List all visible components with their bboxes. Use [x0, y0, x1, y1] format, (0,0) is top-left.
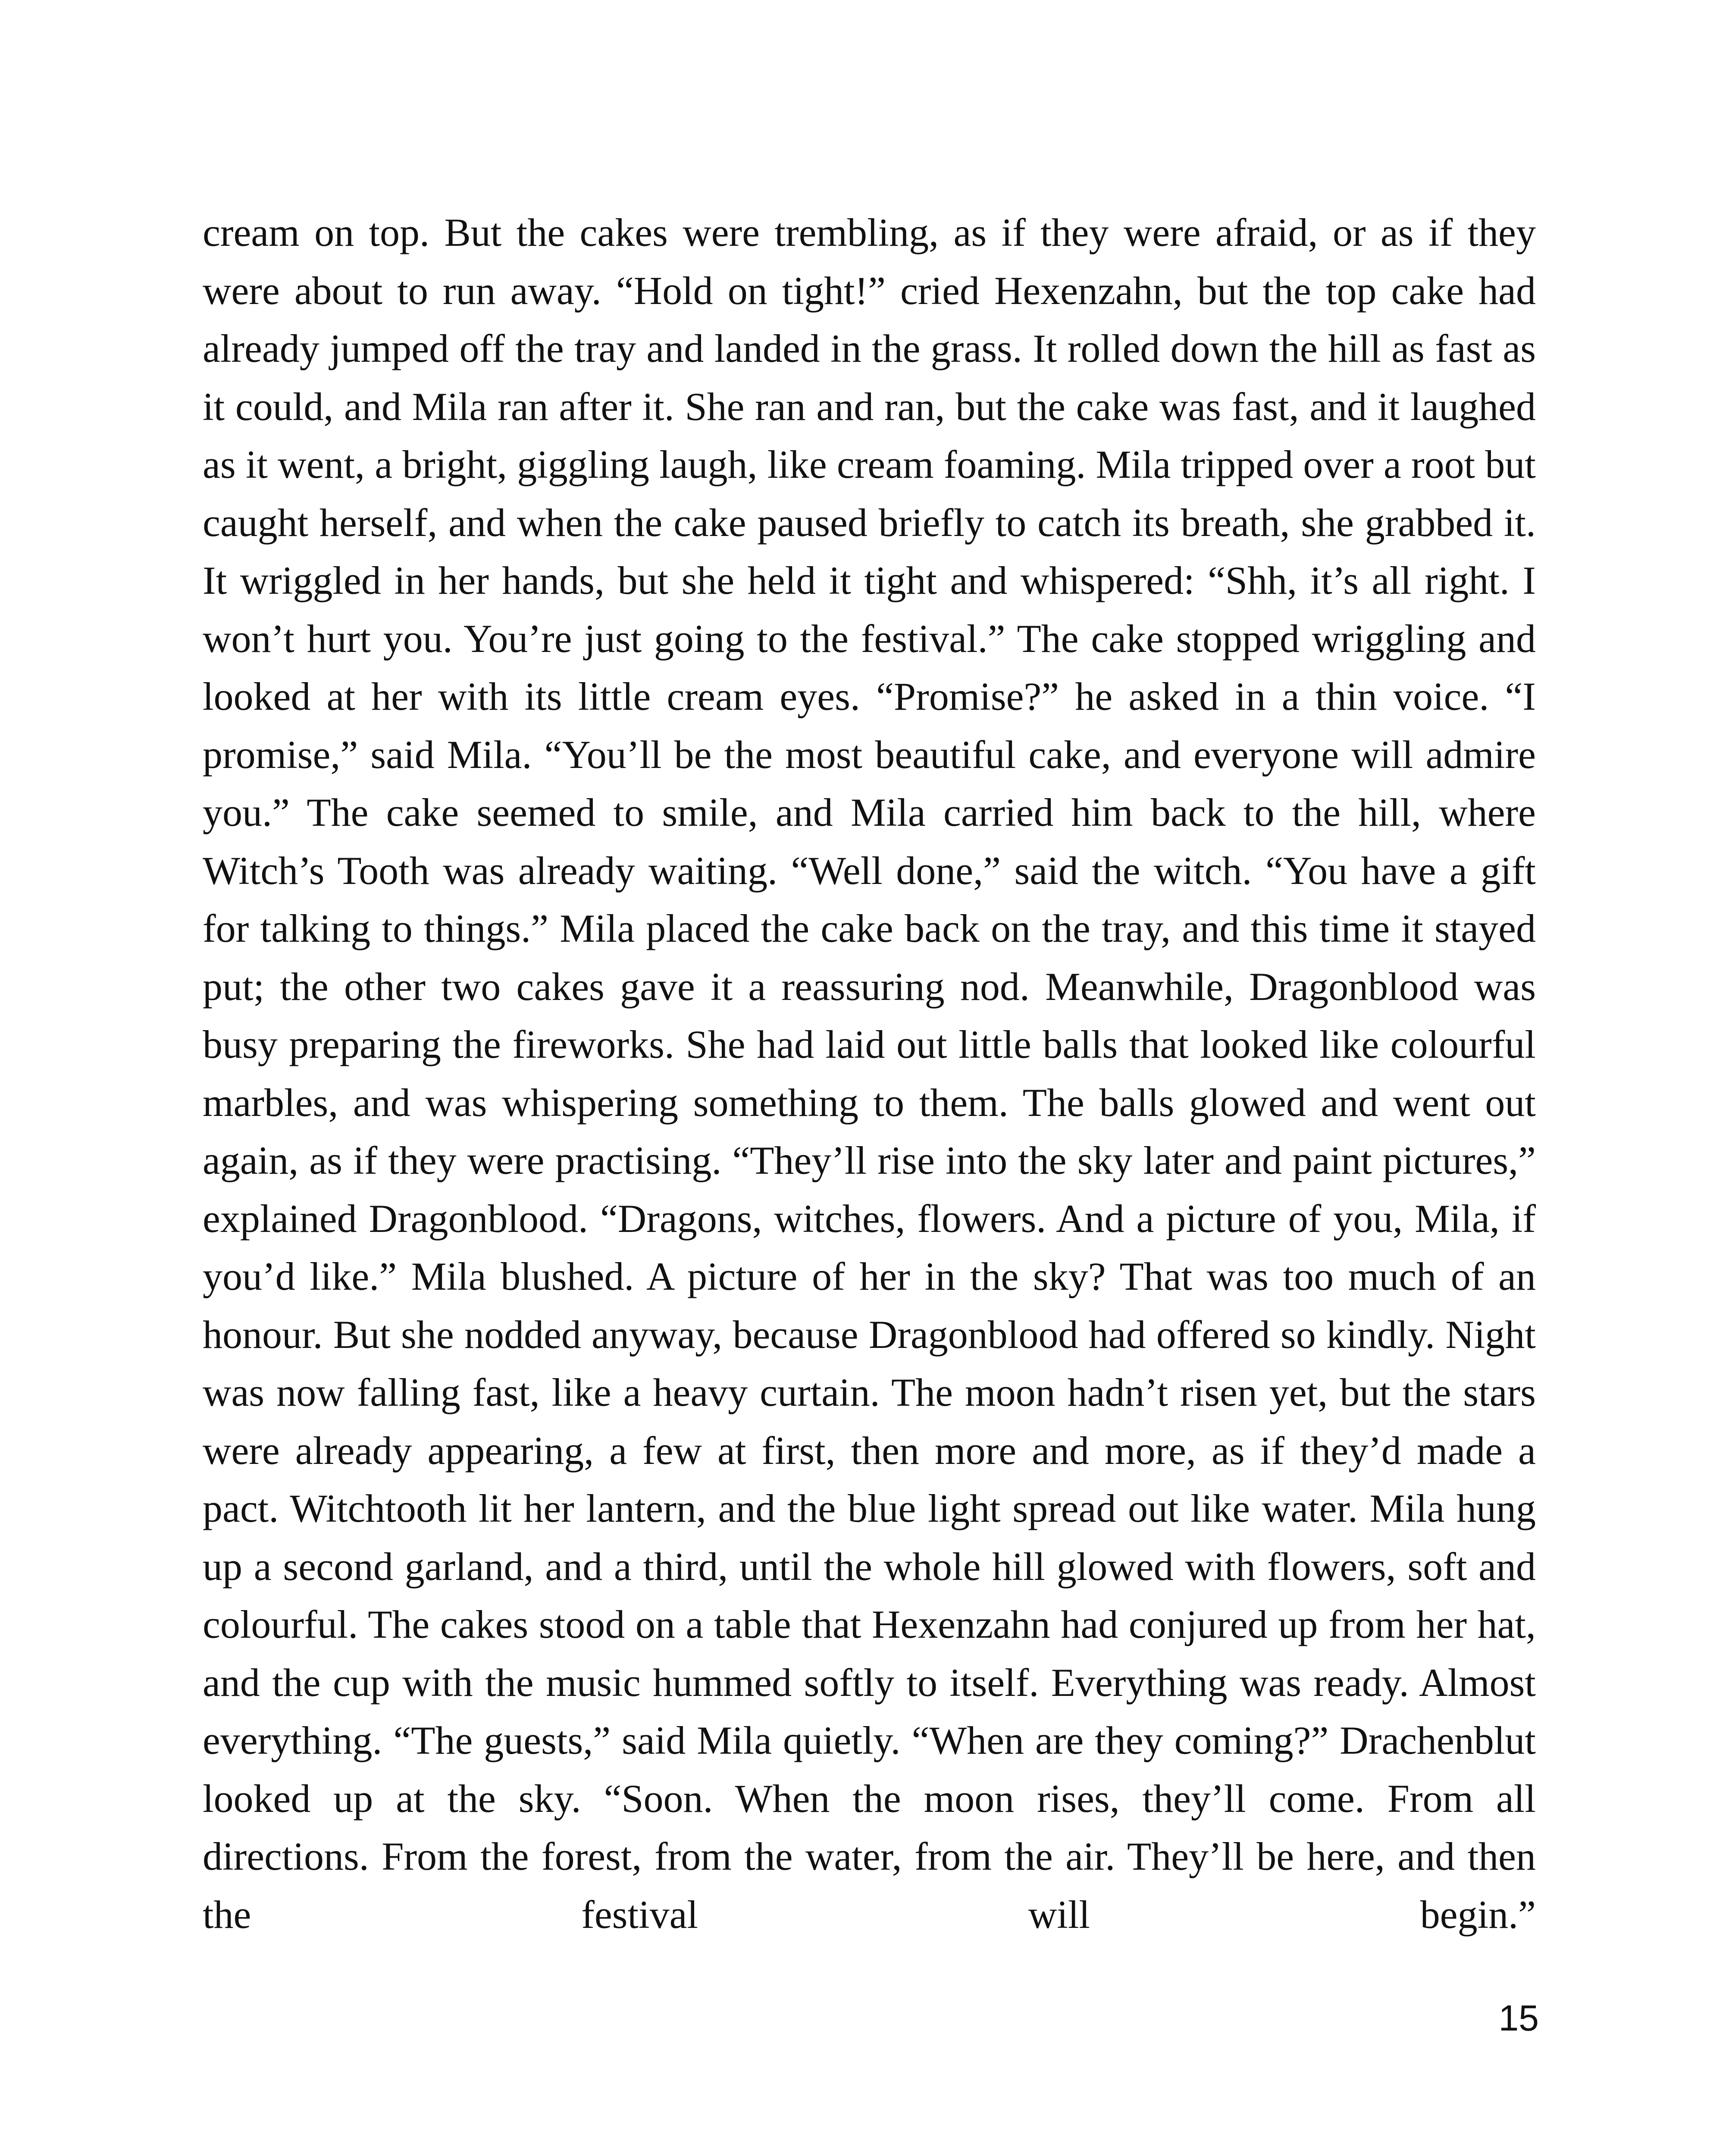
- body-paragraph: cream on top. But the cakes were trembling, as if they were afraid, or as if they were about to run away. “Hold on tight!” cried Hexenzahn, but the top cake had already jumped off the tray and landed in the grass. It rolled down the hill as fast as it could, and Mila ran after it. She ran and ran, but the cake was fast, and it laughed as it went, a bright, giggling laugh, like cream foaming. Mila tripped over a root but caught herself, and when the cake paused briefly to catch its breath, she grabbed it. It wriggled in her hands, but she held it tight and whispered: “Shh, it’s all right. I won’t hurt you. You’re just going to the festival.” The cake stopped wriggling and looked at her with its little cream eyes. “Promise?” he asked in a thin voice. “I promise,” said Mila. “You’ll be the most beautiful cake, and everyone will admire you.” The cake seemed to smile, and Mila carried him back to the hill, where Witch’s Tooth was already waiting. “Well done,” said the witch. “You have a gift for talking to things.” Mila placed the cake back on the tray, and this time it stayed put; the other two cakes gave it a reassuring nod. Meanwhile, Dragonblood was busy preparing the fireworks. She had laid out little balls that looked like colourful marbles, and was whispering something to them. The balls glowed and went out again, as if they were practising. “They’ll rise into the sky later and paint pictures,” explained Dragonblood. “Dragons, witches, flowers. And a picture of you, Mila, if you’d like.” Mila blushed. A picture of her in the sky? That was too much of an honour. But she nodded anyway, because Dragonblood had offered so kindly. Night was now falling fast, like a heavy curtain. The moon hadn’t risen yet, but the stars were already appearing, a few at first, then more and more, as if they’d made a pact. Witchtooth lit her lantern, and the blue light spread out like water. Mila hung up a second garland, and a third, until the whole hill glowed with flowers, soft and colourful. The cakes stood on a table that Hexenzahn had conjured up from her hat, and the cup with the music hummed softly to itself. Everything was ready. Almost everything. “The guests,” said Mila quietly. “When are they coming?” Drachenblut looked up at the sky. “Soon. When the moon rises, they’ll come. From all directions. From the forest, from the water, from the air. They’ll be here, and then the festival will begin.”: [203, 210, 1536, 1937]
- page-number: 15: [1498, 1998, 1539, 2038]
